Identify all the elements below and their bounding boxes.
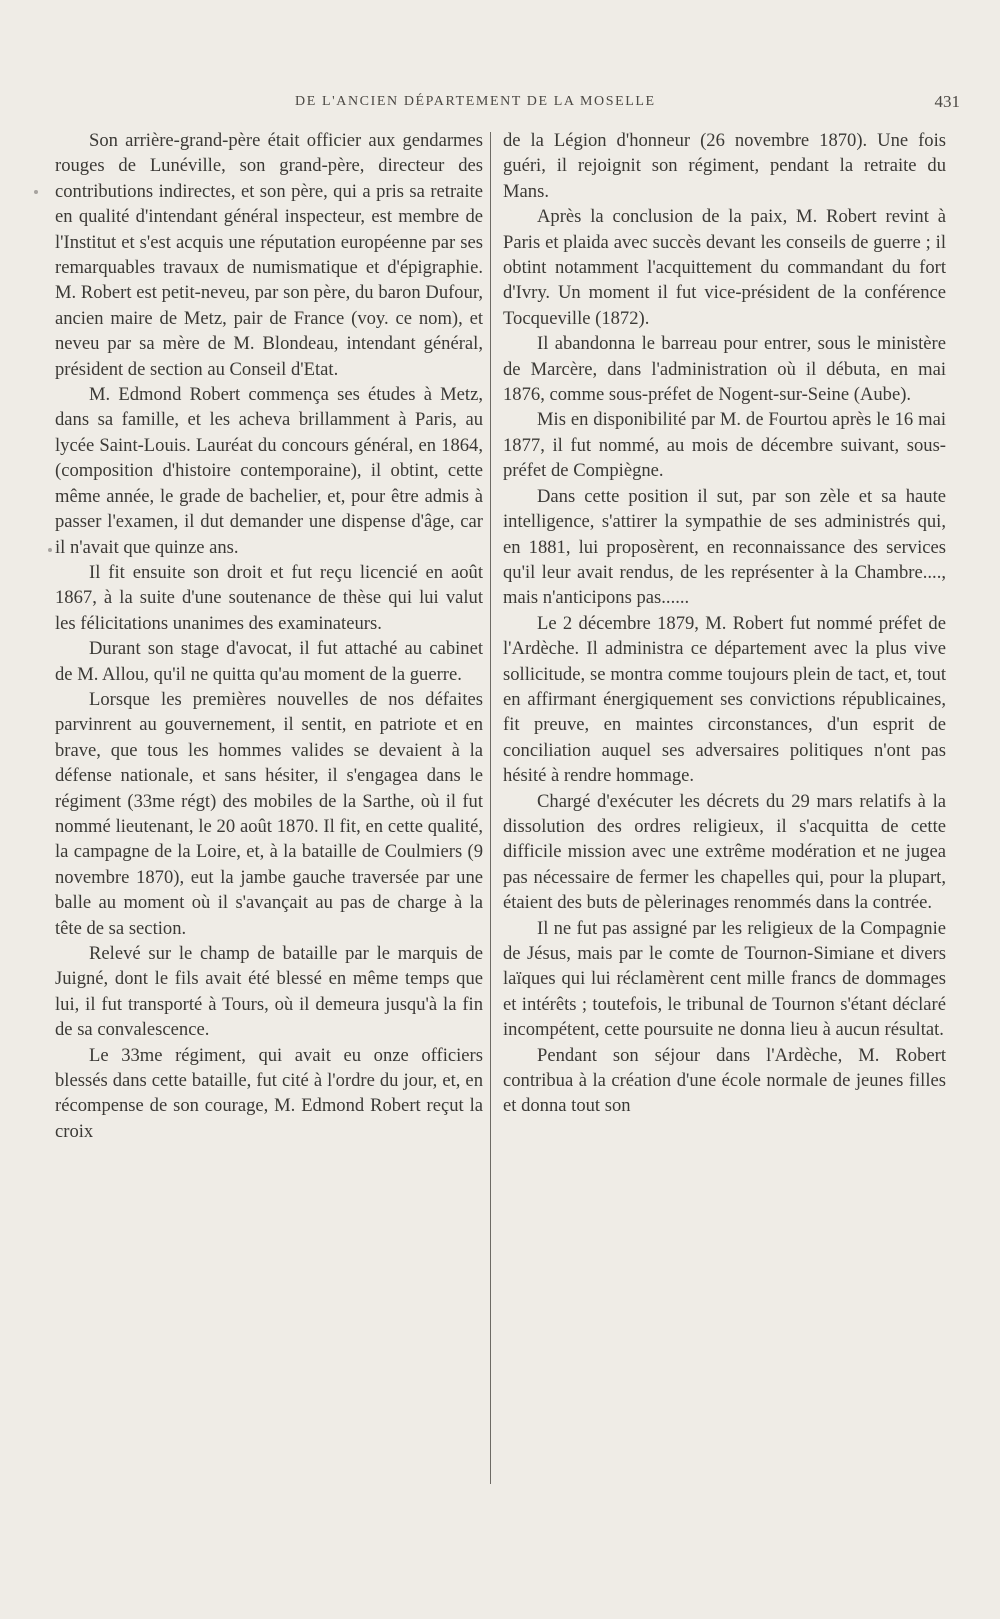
paragraph: Pendant son séjour dans l'Ardèche, M. Robert contribua à la création d'une école normale de jeunes filles et donna tout son	[503, 1044, 946, 1117]
ink-speck	[34, 190, 38, 194]
page-header	[50, 92, 960, 116]
paragraph: de la Légion d'honneur (26 novembre 1870). Une fois guéri, il rejoignit son régiment, pendant la retraite du Mans.	[503, 130, 946, 202]
paragraph: Durant son stage d'avocat, il fut attaché au cabinet de M. Allou, qu'il ne quitta qu'au moment de la guerre.	[55, 638, 483, 685]
paragraph: Il fit ensuite son droit et fut reçu licencié en août 1867, à la suite d'une soutenance de thèse qui lui valut les félicitations unanimes des examinateurs.	[55, 561, 483, 634]
column-divider	[490, 132, 491, 1484]
right-column	[503, 128, 946, 1119]
paragraph: Lorsque les premières nouvelles de nos défaites parvinrent au gouvernement, il sentit, en patriote et en brave, que tous les hommes valides se devaient à la défense nationale, et sans hésiter, il s'engagea dans le régiment (33me régt) des mobiles de la Sarthe, où il fut nommé lieutenant, le 20 août 1870. Il fit, en cette qualité, la campagne de la Loire, et, à la bataille de Coulmiers (9 novembre 1870), eut la jambe gauche traversée par une balle au moment où il s'avançait au pas de charge à la tête de sa section.	[55, 688, 483, 939]
paragraph: Relevé sur le champ de bataille par le marquis de Juigné, dont le fils avait été blessé en même temps que lui, il fut transporté à Tours, où il demeura jusqu'à la fin de sa convalescence.	[55, 943, 483, 1041]
page-number: 431	[934, 92, 960, 111]
paragraph: Il abandonna le barreau pour entrer, sous le ministère de Marcère, dans l'administration où il débuta, en mai 1876, comme sous-préfet de Nogent-sur-Seine (Aube).	[503, 333, 946, 406]
paragraph: Chargé d'exécuter les décrets du 29 mars relatifs à la dissolution des ordres religieux, il s'acquitta de cette difficile mission avec une extrême modération et ne jugea pas nécessaire de fermer les chapelles qui, pour la plupart, étaient des buts de pèlerinages renommés dans la contrée.	[503, 790, 946, 914]
left-column	[55, 128, 483, 1144]
paragraph: Le 33me régiment, qui avait eu onze officiers blessés dans cette bataille, fut cité à l'ordre du jour, et, en récompense de son courage, M. Edmond Robert reçut la croix	[55, 1044, 483, 1142]
paragraph: Après la conclusion de la paix, M. Robert revint à Paris et plaida avec succès devant les conseils de guerre ; il obtint notamment l'acquittement du commandant du fort d'Ivry. Un moment il fut vice-président de la conférence Tocqueville (1872).	[503, 206, 946, 329]
paragraph: Mis en disponibilité par M. de Fourtou après le 16 mai 1877, il fut nommé, au mois de décembre suivant, sous-préfet de Compiègne.	[503, 409, 946, 482]
paragraph: Il ne fut pas assigné par les religieux de la Compagnie de Jésus, mais par le comte de Tournon-Simiane et divers laïques qui lui réclamèrent cent mille francs de dommages et intérêts ; toutefois, le tribunal de Tournon s'étant déclaré incompétent, cette poursuite ne donna lieu à aucun résultat.	[503, 917, 946, 1041]
running-head: DE L'ANCIEN DÉPARTEMENT DE LA MOSELLE	[295, 94, 656, 109]
paragraph: Son arrière-grand-père était officier aux gendarmes rouges de Lunéville, son grand-père, directeur des contributions indirectes, et son père, qui a pris sa retraite en qualité d'intendant général inspecteur, est membre de l'Institut et s'est acquis une réputation européenne par ses remarquables travaux de numismatique et d'épigraphie. M. Robert est petit-neveu, par son père, du baron Dufour, ancien maire de Metz, pair de France (voy. ce nom), et neveu par sa mère de M. Blondeau, intendant général, président de section au Conseil d'Etat.	[55, 130, 483, 380]
ink-speck	[48, 548, 52, 552]
paragraph: Le 2 décembre 1879, M. Robert fut nommé préfet de l'Ardèche. Il administra ce département avec la plus vive sollicitude, se montra comme toujours plein de tact, et, tout en affirmant énergiquement ses convictions républicaines, fit preuve, en maintes circonstances, d'un esprit de conciliation auquel ses adversaires politiques n'ont pas hésité à rendre hommage.	[503, 612, 946, 787]
paragraph: M. Edmond Robert commença ses études à Metz, dans sa famille, et les acheva brillamment à Paris, au lycée Saint-Louis. Lauréat du concours général, en 1864, (composition d'histoire contemporaine), il obtint, cette même année, le grade de bachelier, et, pour être admis à passer l'examen, il dut demander une dispense d'âge, car il n'avait que quinze ans.	[55, 384, 483, 558]
paragraph: Dans cette position il sut, par son zèle et sa haute intelligence, s'attirer la sympathie de ses administrés qui, en 1881, lui proposèrent, en reconnaissance des services qu'il leur avait rendus, de les représenter à la Chambre...., mais n'anticipons pas......	[503, 485, 946, 609]
